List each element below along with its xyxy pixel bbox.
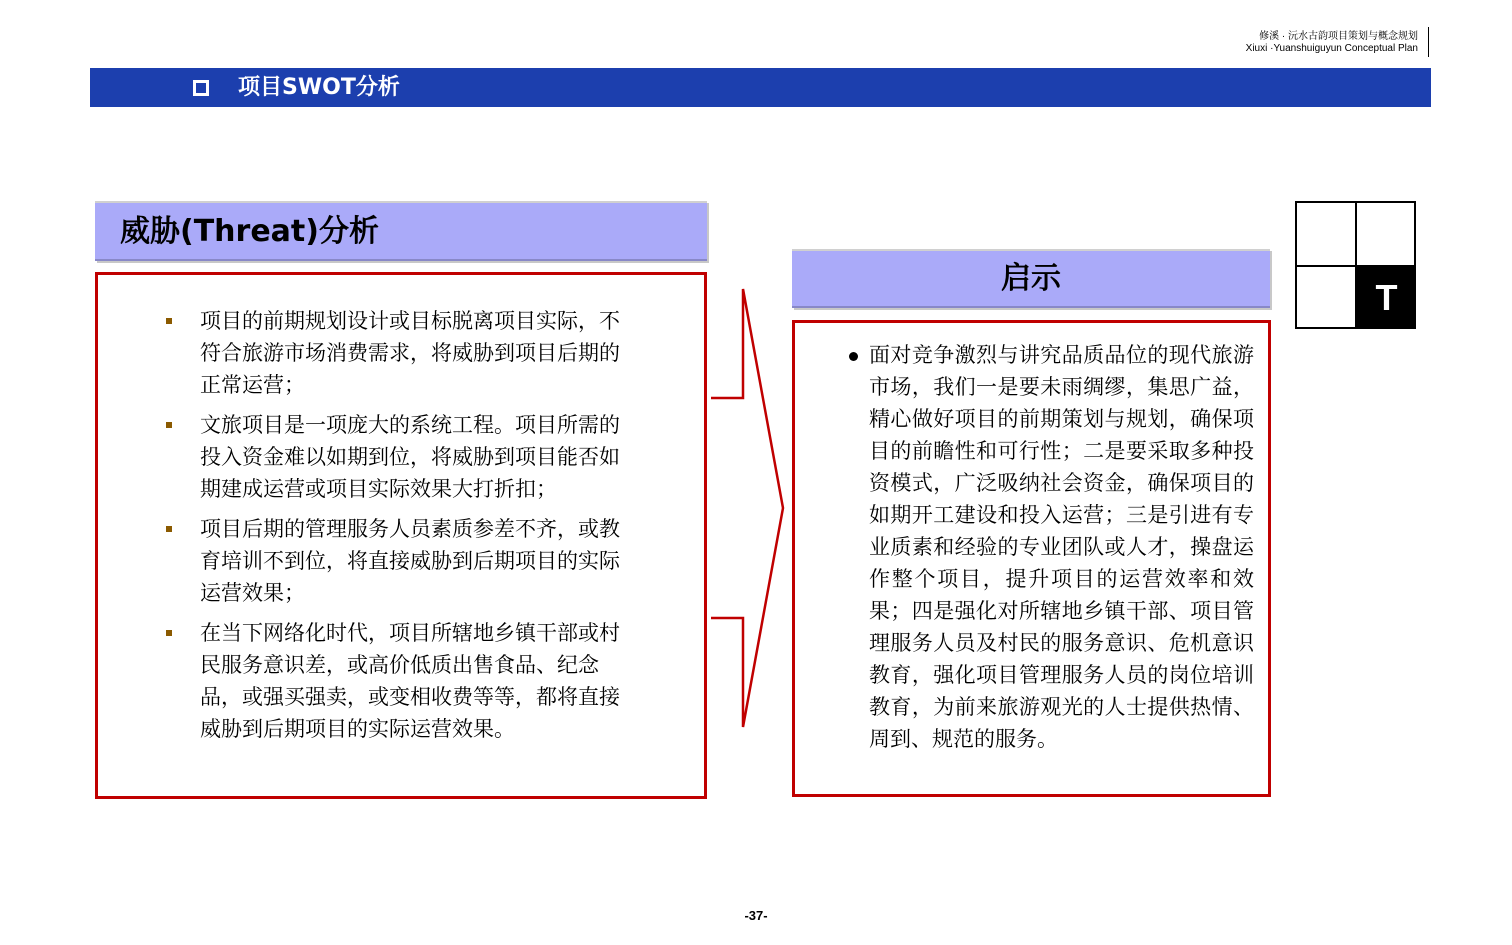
threat-item-text: 文旅项目是一项庞大的系统工程。项目所需的投入资金难以如期到位，将威胁到项目能否如期建成运营或项目实际效果大打折扣； xyxy=(200,413,620,501)
header-title-en: Xiuxi ·Yuanshuiguyun Conceptual Plan xyxy=(1245,43,1418,54)
insight-heading-panel xyxy=(792,249,1270,308)
threat-heading: 威胁(Threat)分析 xyxy=(120,214,379,249)
list-item xyxy=(162,305,622,401)
list-item xyxy=(162,513,622,609)
header-title-cn: 修溪 · 沅水古韵项目策划与概念规划 xyxy=(1259,31,1418,42)
square-bullet-icon xyxy=(166,526,172,532)
threat-heading-panel xyxy=(95,201,707,261)
square-bullet-icon xyxy=(193,80,209,96)
list-item xyxy=(162,617,622,745)
section-title: 项目SWOT分析 xyxy=(238,75,400,100)
header-divider xyxy=(1428,27,1429,57)
square-bullet-icon xyxy=(166,630,172,636)
threat-content-box xyxy=(95,272,707,799)
swot-highlight-cell: T xyxy=(1357,267,1416,329)
threat-list xyxy=(162,305,622,753)
square-bullet-icon xyxy=(166,422,172,428)
threat-item-text: 在当下网络化时代，项目所辖地乡镇干部或村民服务意识差，或高价低质出售食品、纪念品，或强买强卖，或变相收费等等，都将直接威胁到后期项目的实际运营效果。 xyxy=(200,621,620,741)
swot-grid-icon xyxy=(1295,201,1416,329)
insight-content-box xyxy=(792,320,1271,797)
list-item xyxy=(162,409,622,505)
round-bullet-icon xyxy=(849,352,858,361)
insight-heading: 启示 xyxy=(1001,261,1061,296)
page-number: -37- xyxy=(744,908,768,923)
insight-text: 面对竞争激烈与讲究品质品位的现代旅游市场，我们一是要未雨绸缪，集思广益，精心做好项目的前期策划与规划，确保项目的前瞻性和可行性；二是要采取多种投资模式，广泛吸纳社会资金，确保项目的如期开工建设和投入运营；三是引进有专业质素和经验的专业团队或人才，操盘运作整个项目，提升项目的运营效率和效果；四是强化对所辖地乡镇干部、项目管理服务人员及村民的服务意识、危机意识教育，强化项目管理服务人员的岗位培训教育，为前来旅游观光的人士提供热情、周到、规范的服务。 xyxy=(869,343,1254,751)
header-caption xyxy=(1246,31,1418,55)
threat-item-text: 项目后期的管理服务人员素质参差不齐，或教育培训不到位，将直接威胁到后期项目的实际运营效果； xyxy=(200,517,620,605)
threat-item-text: 项目的前期规划设计或目标脱离项目实际，不符合旅游市场消费需求，将威胁到项目后期的正常运营； xyxy=(200,309,620,397)
section-title-bar xyxy=(90,68,1431,107)
square-bullet-icon xyxy=(166,318,172,324)
